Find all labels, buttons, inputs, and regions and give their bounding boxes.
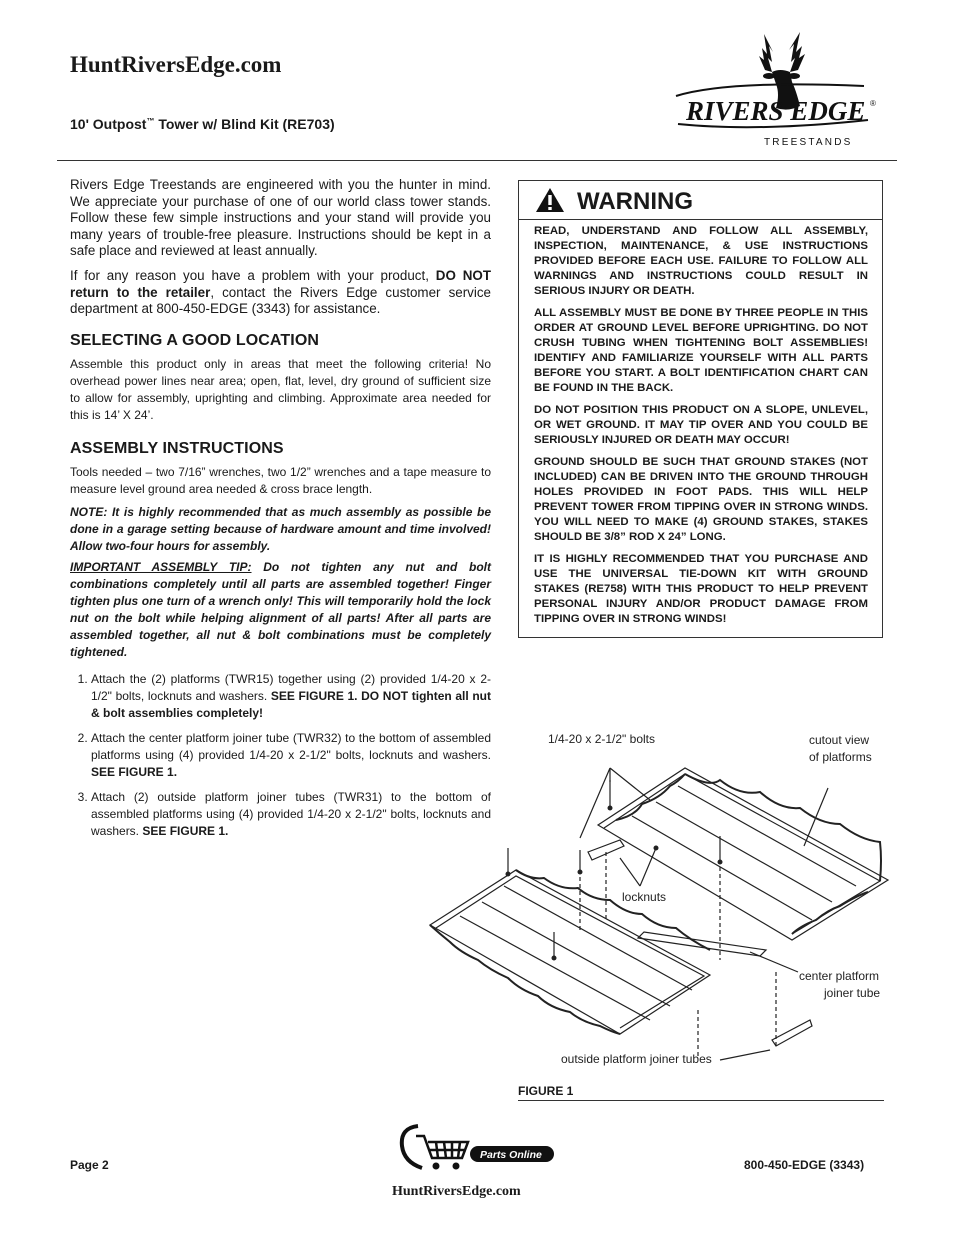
warning-paragraph: IT IS HIGHLY RECOMMENDED THAT YOU PURCHASE AND USE THE UNIVERSAL TIE-DOWN KIT WITH GROUND STAKES (RE758) WITH THIS PRODUCT TO HELP PREVENT PERSONAL INJURY AND/OR PRODUCT DAMAGE FROM TIPPING OVER IN STRONG WINDS!: [534, 553, 868, 625]
header-divider: [57, 160, 897, 161]
step-item: 2. Attach the center platform joiner tube (TWR32) to the bottom of assembled platforms using (4) provided 1/4-20 x 2-1/2" bolts, locknuts and washers. SEE FIGURE 1.: [91, 730, 491, 781]
joiner-tube-outside: [772, 1020, 812, 1046]
platform-left: [430, 870, 710, 1034]
parts-online-logo[interactable]: [398, 1122, 558, 1177]
trademark-mark: ™: [146, 116, 155, 126]
warning-body: [519, 220, 882, 627]
shopping-cart-icon: [416, 1136, 468, 1158]
tools-text: Tools needed – two 7/16” wrenches, two 1/2” wrenches and a tape measure to measure level ground area needed & cross brace length.: [70, 464, 491, 496]
label-cutout-2: of platforms: [809, 750, 872, 764]
label-outside-tubes: outside platform joiner tubes: [561, 1052, 712, 1066]
warning-paragraph: DO NOT POSITION THIS PRODUCT ON A SLOPE, UNLEVEL, OR WET GROUND. IT MAY TIP OVER AND YOU COULD BE SERIOUSLY INJURED OR DEATH MAY OCCUR!: [534, 404, 868, 446]
step-item: 1. Attach the (2) platforms (TWR15) together using (2) provided 1/4-20 x 2-1/2" bolts, locknuts and washers. SEE FIGURE 1. DO NOT tighten all nut & bolt assemblies completely!: [91, 671, 491, 722]
logo-wordmark: RIVERS EDGE: [686, 96, 866, 126]
product-model: Tower w/ Blind Kit (RE703): [154, 116, 335, 132]
location-text: Assemble this product only in areas that meet the following criteria! No overhead power lines near area; open, flat, level, dry ground of sufficient size to allow for assembly, uprighting and climbing. Approximate area needed for this is 14’ X 24’.: [70, 356, 491, 422]
location-heading: SELECTING A GOOD LOCATION: [70, 331, 320, 349]
intro-paragraph: Rivers Edge Treestands are engineered with you the hunter in mind. We appreciate your purchase of one of our world class tower stands. Follow these few simple instructions and your stand will provide you many years of trouble-free pleasure. Instructions should be kept in a safe place and reviewed at least annually.: [70, 177, 491, 259]
page-number: Page 2: [70, 1158, 109, 1172]
label-locknuts: locknuts: [622, 890, 667, 904]
logo-registered: ®: [870, 99, 876, 108]
assembly-heading: ASSEMBLY INSTRUCTIONS: [70, 439, 284, 457]
product-title: [70, 116, 335, 132]
footer-site[interactable]: HuntRiversEdge.com: [392, 1184, 521, 1199]
warning-header: [519, 181, 882, 220]
warning-box: [518, 180, 883, 638]
site-title: HuntRiversEdge.com: [70, 52, 282, 77]
nut-markers: [506, 806, 723, 961]
step-item: 3. Attach (2) outside platform joiner tubes (TWR31) to the bottom of assembled platforms using (4) provided 1/4-20 x 2-1/2" bolts, locknuts and washers. SEE FIGURE 1.: [91, 789, 491, 840]
do-not-return-text: DO NOT return to the retailer: [70, 267, 491, 300]
figure-caption: FIGURE 1: [518, 1084, 574, 1098]
warning-paragraph: READ, UNDERSTAND AND FOLLOW ALL ASSEMBLY, INSPECTION, MAINTENANCE, & USE INSTRUCTIONS PROVIDED BEFORE EACH USE. FAILURE TO FOLLOW ALL WARNINGS AND INSTRUCTIONS COULD RESULT IN SERIOUS INJURY OR DEATH.: [534, 225, 868, 297]
label-bolts: 1/4-20 x 2-1/2" bolts: [548, 732, 655, 746]
logo-subtitle: TREESTANDS: [764, 137, 853, 148]
parts-online-text: Parts Online: [480, 1149, 542, 1161]
warning-paragraph: ALL ASSEMBLY MUST BE DONE BY THREE PEOPLE IN THIS ORDER AT GROUND LEVEL BEFORE UPRIGHTING. DO NOT CRUSH TUBING WHEN TIGHTENING BOLT ASSEMBLIES! IDENTIFY AND FAMILIARIZE YOURSELF WITH ALL PARTS BEFORE YOU START. A BOLT IDENTIFICATION CHART CAN BE FOUND IN THE BACK.: [534, 307, 868, 394]
rivers-edge-logo: [668, 28, 884, 150]
figure-divider: [518, 1100, 884, 1101]
assembly-tip: IMPORTANT ASSEMBLY TIP: Do not tighten any nut and bolt combinations completely until all parts are assembled together! Finger tighten plus one turn of a wrench only! This will temporarily hold the lock nut on the bolt while helping alignment of all parts! After all parts are assembled together, all nut & bolt combinations must be completely tightened.: [70, 559, 492, 659]
warning-icon: [535, 187, 565, 213]
label-center-2: joiner tube: [824, 986, 881, 1000]
product-name: 10' Outpost: [70, 116, 147, 132]
warning-paragraph: GROUND SHOULD BE SUCH THAT GROUND STAKES (NOT INCLUDED) CAN BE DRIVEN INTO THE GROUND THROUGH HOLES PROVIDED IN FOOT PADS. THIS WILL HELP PREVENT TOWER FROM TIPPING OVER IN STRONG WINDS. YOU WILL NEED TO MAKE (4) GROUND STAKES, STAKES SHOULD BE 3/8” ROD X 24” LONG.: [534, 456, 868, 543]
label-center-1: center platform: [799, 969, 880, 983]
phone-number: 800-450-EDGE (3343): [744, 1158, 865, 1172]
tip-label: IMPORTANT ASSEMBLY TIP:: [70, 559, 252, 574]
label-cutout-1: cutout view: [809, 733, 870, 747]
figure-1-diagram: [420, 720, 890, 1075]
joiner-tube-center: [638, 932, 766, 956]
assembly-note: NOTE: It is highly recommended that as much assembly as possible be done in a garage setting because of hardware amount and time involved! Allow two-four hours for assembly.: [70, 504, 491, 553]
support-paragraph: If for any reason you have a problem with your product, DO NOT return to the retailer, contact the Rivers Edge customer service department at 800-450-EDGE (3343) for assistance.: [70, 267, 491, 317]
warning-title: WARNING: [577, 188, 693, 215]
